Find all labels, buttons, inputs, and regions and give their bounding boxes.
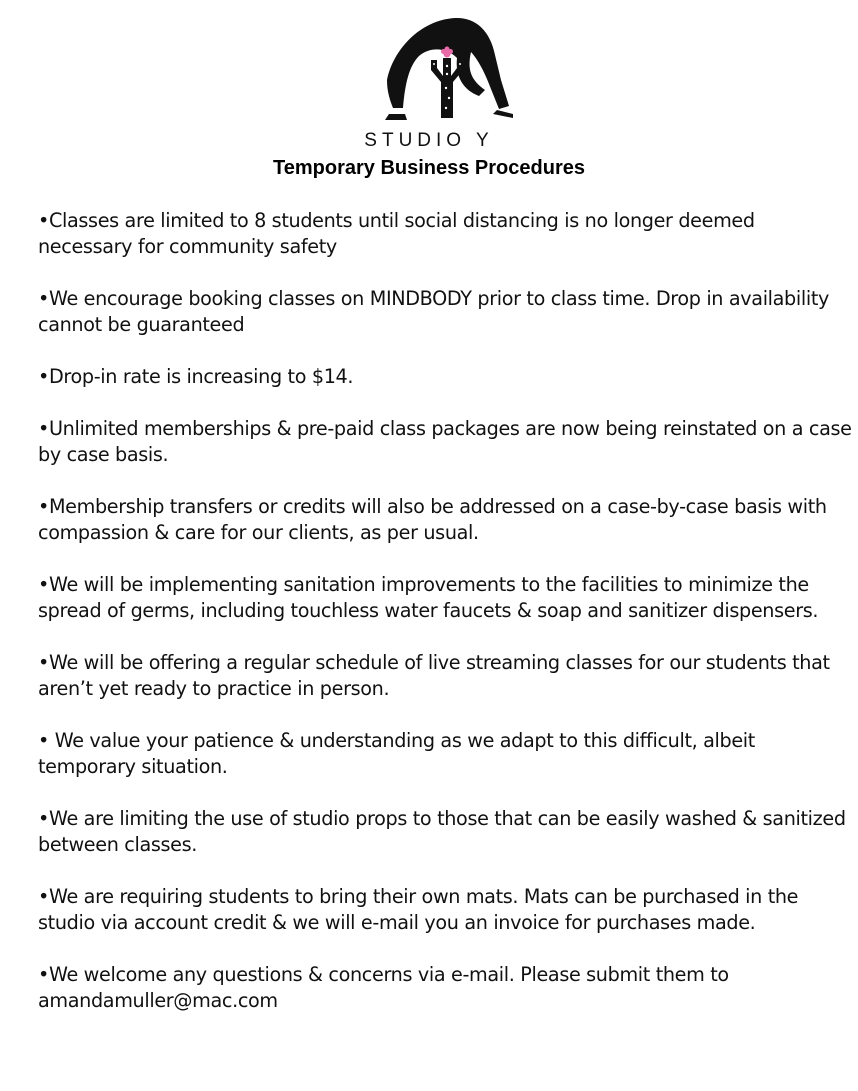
- logo-wordmark: STUDIO Y: [364, 130, 494, 151]
- studio-y-logo: [375, 10, 515, 130]
- list-item: •We encourage booking classes on MINDBODY prior to class time. Drop in availability cannot be guaranteed: [38, 287, 830, 336]
- list-item: •We are limiting the use of studio props to those that can be easily washed & sanitized between classes.: [38, 807, 846, 856]
- list-item: •Drop-in rate is increasing to $14.: [38, 365, 354, 388]
- list-item: •We will be offering a regular schedule of live streaming classes for our students that aren’t yet ready to practice in person.: [38, 651, 830, 700]
- list-item: •We welcome any questions & concerns via e-mail. Please submit them to amandamuller@mac.com: [38, 963, 729, 1012]
- list-item: • We value your patience & understanding as we adapt to this difficult, albeit temporary situation.: [38, 729, 755, 778]
- list-item: •Unlimited memberships & pre-paid class packages are now being reinstated on a case by case basis.: [38, 417, 852, 466]
- list-item: •Membership transfers or credits will also be addressed on a case-by-case basis with compassion & care for our clients, as per usual.: [38, 495, 827, 544]
- list-item: •We are requiring students to bring their own mats. Mats can be purchased in the studio via account credit & we will e-mail you an invoice for purchases made.: [38, 885, 799, 934]
- list-item: •We will be implementing sanitation improvements to the facilities to minimize the spread of germs, including touchless water faucets & soap and sanitizer dispensers.: [38, 573, 819, 622]
- procedures-list: [38, 208, 853, 1040]
- page-title: Temporary Business Procedures: [273, 157, 585, 179]
- list-item: •Classes are limited to 8 students until social distancing is no longer deemed necessary for community safety: [38, 209, 755, 258]
